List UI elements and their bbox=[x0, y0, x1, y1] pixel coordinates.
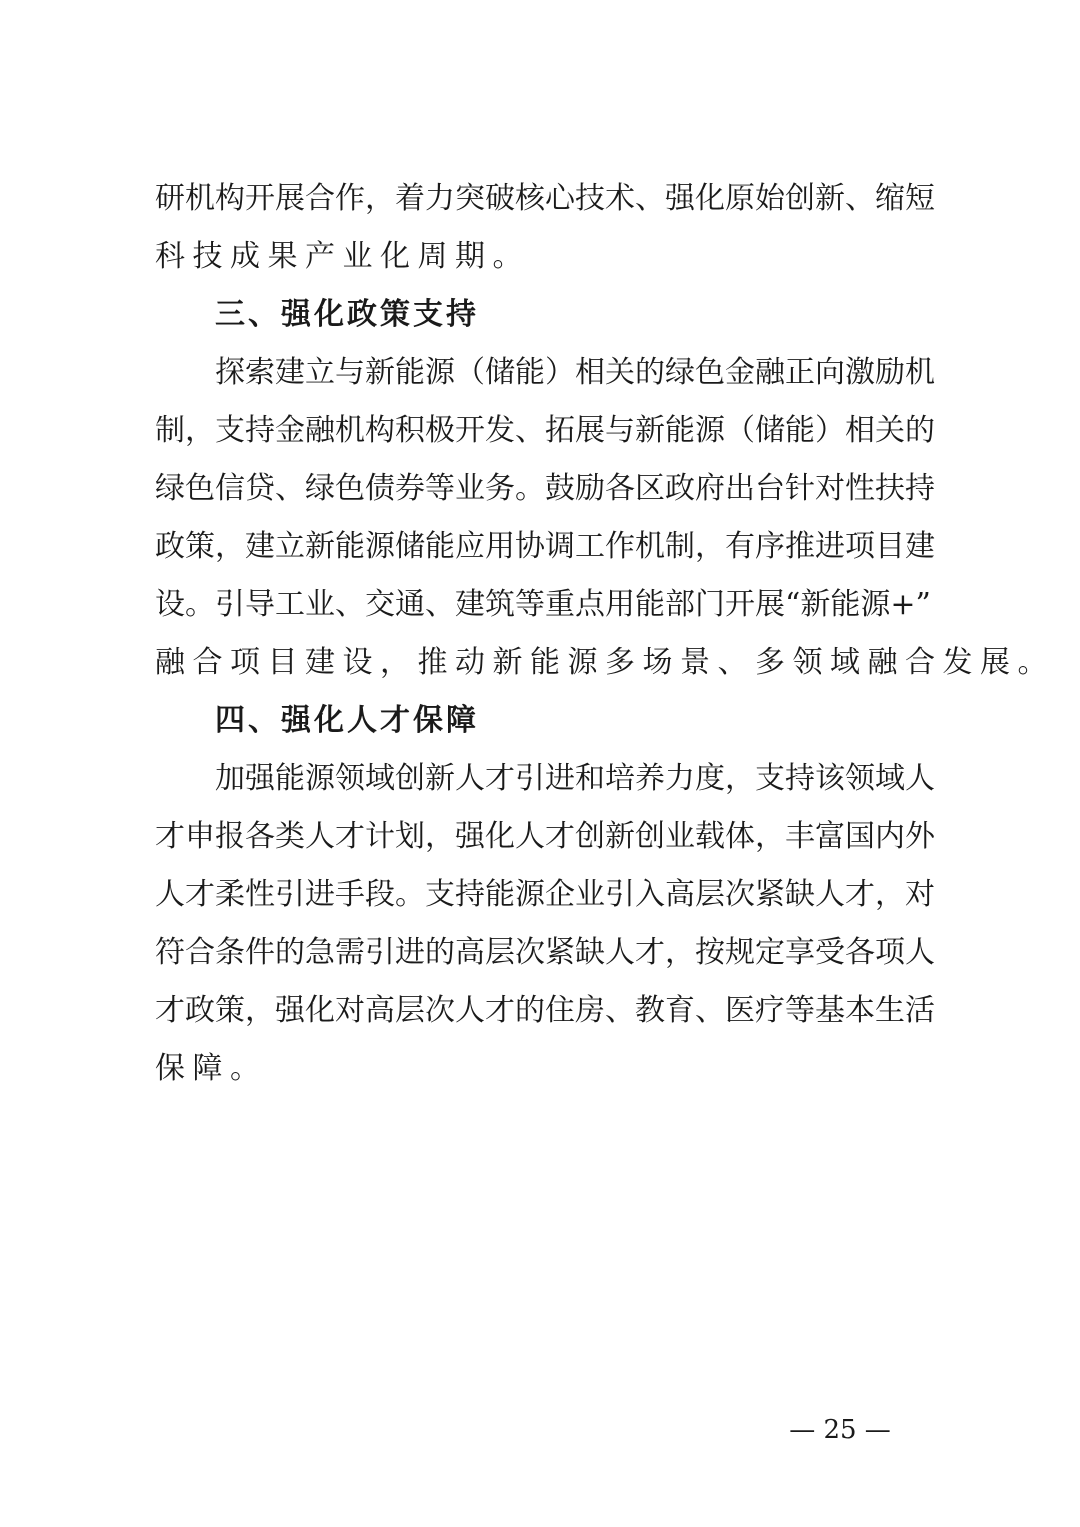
text-line: 才 申 报 各 类 人 才 计 划 ， 强 化 人 才 创 新 创 业 载 体 ， 丰 富 国 内 外 bbox=[155, 819, 935, 854]
text-line: 设 。 引 导 工 业 、 交 通 、 建 筑 等 重 点 用 能 部 门 开 展 “ 新 能 源 + ” bbox=[155, 587, 931, 622]
heading-policy-support: 三、强化政策支持 bbox=[215, 297, 479, 332]
text-line: 制 ， 支 持 金 融 机 构 积 极 开 发 、 拓 展 与 新 能 源 （ 储 能 ） 相 关 的 bbox=[155, 413, 935, 448]
text-line: 绿 色 信 贷 、 绿 色 债 券 等 业 务 。 鼓 励 各 区 政 府 出 台 针 对 性 扶 持 bbox=[155, 471, 935, 506]
text-line: 才 政 策 ， 强 化 对 高 层 次 人 才 的 住 房 、 教 育 、 医 疗 等 基 本 生 活 bbox=[155, 993, 935, 1028]
text-line: 人 才 柔 性 引 进 手 段 。 支 持 能 源 企 业 引 入 高 层 次 紧 缺 人 才 ， 对 bbox=[155, 877, 935, 912]
paragraph-policy-support bbox=[155, 344, 1048, 692]
text-line: 探 索 建 立 与 新 能 源 （ 储 能 ） 相 关 的 绿 色 金 融 正 向 激 励 机 bbox=[215, 355, 935, 390]
text-line: 保 障 。 bbox=[155, 1051, 260, 1086]
document-body bbox=[155, 170, 1048, 1098]
text-line: 加 强 能 源 领 域 创 新 人 才 引 进 和 培 养 力 度 ， 支 持 该 领 域 人 bbox=[215, 761, 935, 796]
text-line: 政 策 ， 建 立 新 能 源 储 能 应 用 协 调 工 作 机 制 ， 有 序 推 进 项 目 建 bbox=[155, 529, 935, 564]
paragraph-continued bbox=[155, 170, 935, 286]
text-line: 研 机 构 开 展 合 作 ， 着 力 突 破 核 心 技 术 、 强 化 原 始 创 新 、 缩 短 bbox=[155, 181, 935, 216]
text-line: 科 技 成 果 产 业 化 周 期 。 bbox=[155, 239, 523, 274]
page-number: — 25 — bbox=[789, 1415, 891, 1445]
text-line: 融 合 项 目 建 设 ， 推 动 新 能 源 多 场 景 、 多 领 域 融 合 发 展 。 bbox=[155, 645, 1048, 680]
heading-talent-guarantee: 四、强化人才保障 bbox=[215, 703, 479, 738]
paragraph-talent-guarantee bbox=[155, 750, 935, 1098]
text-line: 符 合 条 件 的 急 需 引 进 的 高 层 次 紧 缺 人 才 ， 按 规 定 享 受 各 项 人 bbox=[155, 935, 935, 970]
